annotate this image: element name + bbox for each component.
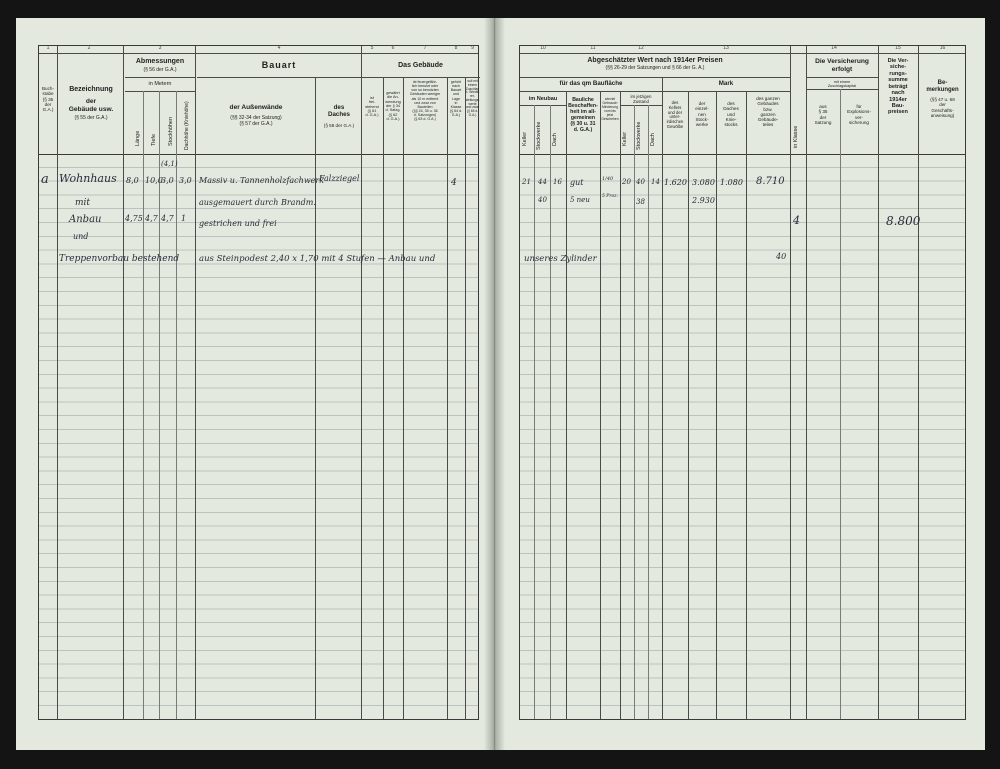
colnum-16: 16 (939, 45, 946, 51)
header-abzug: wieviel Gebrauch Minderung vom bis jetzt Geschehen (601, 97, 619, 121)
entry-bez-3: Anbau (69, 214, 102, 225)
header-keller-jetzt: Keller (622, 131, 628, 146)
colnum-15: 15 (895, 45, 901, 51)
header-dach-jetzt: Dach (650, 133, 656, 146)
colnum-5: 5 (370, 45, 374, 51)
header-abmessungen-ref: (§ 56 der G.A.) (143, 67, 177, 73)
entry-continuation-right: unseres Zylinder (524, 254, 597, 264)
colnum-11: 11 (590, 45, 596, 51)
header-buchstabe: Buch- stabe (§ 35 der G.A.) (41, 86, 54, 113)
left-form-table (38, 45, 479, 720)
header-stockwerke-jetzt: Stockwerke (636, 121, 642, 150)
entry-dach-2: 1 (181, 214, 187, 223)
header-stockhoehen: Stockhöhen (168, 116, 174, 146)
header-in-klasse: in Klasse (793, 125, 799, 148)
header-tiefe: Tiefe (151, 133, 157, 146)
entry-jetzt-dach: 14 (651, 178, 660, 186)
header-bezeichnung: Bezeichnung (69, 86, 113, 93)
entry-neubau-dach: 16 (553, 178, 562, 186)
header-einzelnen-stockwerke: der einzel- nen Stock- werke (695, 101, 709, 128)
header-bemerkungen-ref: (§§ 47 u. 68 der Geschäfts- anweisung) (930, 97, 955, 118)
header-in-metern: in Metern (148, 81, 172, 87)
header-aussenwaende-ref: (§§ 32-34 der Satzung) (§ 57 der G.A.) (230, 115, 282, 127)
header-im-jetzigen: im jetzigen Zustand (630, 94, 652, 105)
entry-laenge-2: 4,75 (125, 214, 143, 223)
entry-abzug-1: 1/40 (602, 176, 614, 182)
header-bezeichnung-sub: der Gebäude usw. (68, 98, 114, 113)
colnum-6: 6 (391, 45, 395, 51)
entry-laenge-1: 8,0 (126, 176, 139, 185)
colnum-3: 3 (158, 45, 162, 51)
entry-stock-2: 4,7 (161, 214, 174, 223)
entry-mark-stock: 3.080 (692, 178, 715, 187)
entry-jetzt-stock: 40 (636, 178, 645, 186)
colnum-4: 4 (277, 45, 281, 51)
entry-tiefe-2: 4,7 (145, 214, 158, 223)
header-col5: ist frei- stehend (§ 61 d. G.A.) (365, 96, 379, 118)
header-explosion: für Explosions- ver- sicherung (847, 104, 871, 125)
colnum-14: 14 (831, 45, 837, 51)
entry-wall-2: ausgemauert durch Brandm. (199, 198, 316, 207)
entry-roof: Falzziegel (319, 174, 360, 183)
header-abmessungen: Abmessungen (135, 58, 185, 65)
header-versicherung: Die Versicherung erfolgt (815, 58, 869, 73)
header-keller-gewoelbe: des Kellers und der unter- irdischen Gewölbe (666, 100, 684, 130)
entry-klasse-right: 4 (793, 214, 800, 227)
colnum-9: 9 (471, 45, 474, 51)
header-abgeschaetzter-ref: (§§ 26-29 der Satzungen und § 66 der G. A.) (605, 65, 705, 71)
header-ganzen: des ganzen Gebäudes bzw. ganzen Gebäude- teiles (756, 96, 780, 128)
entry-bauliche-2: 5 neu (570, 196, 590, 204)
entry-bez-4: und (73, 232, 89, 241)
header-col8: gehört nach Bauart und Lage in Klasse (§ 64 d. G.A.) (449, 80, 463, 117)
entry-klasse: 4 (451, 178, 457, 188)
right-form-table (519, 45, 966, 720)
entry-bauliche-1: gut (570, 178, 584, 187)
header-fuer-qm: für das qm Baufläche (559, 80, 623, 87)
colnum-8: 8 (454, 45, 458, 51)
header-keller-neu: Keller (522, 131, 528, 146)
header-daches: des Daches (327, 104, 350, 119)
entry-row3-marker: 40 (776, 252, 787, 261)
header-col7: ist feuergefähr- lich benutzt oder von so benutzten Gebäuden weniger als 10 m entfernt und zwar von Bauteilen (§§ 24, 35 u. 36 d. Satzungen) (§ 63 d. G.A.) (409, 80, 441, 122)
header-summe: Die Ver- siche- rungs- summe beträgt nach 1914er Bau- preisen (887, 58, 909, 116)
entry-mark-dach: 1.080 (720, 178, 743, 187)
header-aus-35: aus § 35 der Satzung (814, 104, 832, 125)
entry-neubau-stock: 44 (538, 178, 547, 186)
entry-stock-1: 3,0 (161, 176, 174, 185)
colnum-7: 7 (423, 45, 427, 51)
entry-wall-3: gestrichen und frei (199, 219, 277, 228)
entry-neubau-keller: 21 (522, 178, 531, 186)
header-abgeschaetzter: Abgeschätzter Wert nach 1914er Preisen (587, 57, 723, 64)
colnum-1: 1 (46, 45, 50, 51)
colnum-13: 13 (723, 45, 729, 51)
header-daches-ref: (§ 58 der G.A.) (323, 123, 355, 128)
entry-bez-5: Treppenvorbau bestehend (59, 254, 180, 264)
entry-dach-1: 3,0 (179, 176, 192, 185)
entry-wall-1: Massiv u. Tannenholzfachwerk (199, 176, 325, 185)
header-aussenwaende: der Außenwände (229, 104, 283, 111)
entry-mark-ganz: 8.710 (756, 176, 785, 187)
colnum-10: 10 (540, 45, 546, 51)
header-mark: Mark (718, 80, 734, 87)
colnum-12: 12 (638, 45, 644, 51)
header-im-neubau: im Neubau (528, 96, 558, 102)
header-col6: gewährt die An- wendung der § 34 d. Satzg. (§ 62 d. G.A.) (385, 91, 401, 122)
entry-continuation: aus Steinpodest 2,40 x 1,70 mit 4 Stufen — Anbau und (199, 254, 436, 264)
header-dachhoehe: Dachhöhe (Kniehöhe) (184, 101, 190, 150)
entry-versicherungssumme: 8.800 (886, 214, 921, 228)
entry-mark-stock-2: 2.930 (692, 196, 715, 205)
header-zuschlag: mit einem Zuschlagskapital (827, 80, 857, 89)
entry-jetzt-stock-2: 38 (636, 198, 645, 206)
entry-mark-keller: 1.620 (664, 178, 687, 187)
header-bemerkungen: Be- merkungen (926, 80, 959, 93)
book-gutter (484, 18, 505, 750)
entry-neubau-stock-2: 40 (538, 196, 547, 204)
right-header (520, 46, 965, 155)
header-dach-neu: Dach (552, 133, 558, 146)
header-col9: soll mit einem Zuschlag d. Wiede- rer- stellungs- werte und zwar (§ 65 d. G.A.) (465, 79, 480, 118)
entry-buchstabe: a (41, 172, 49, 187)
entry-jetzt-keller: 20 (622, 178, 631, 186)
header-bauart: Bauart (261, 60, 297, 70)
header-stockwerke-neu: Stockwerke (536, 121, 542, 150)
left-header (39, 46, 478, 155)
header-bauliche: Bauliche Beschaffen- heit im all- gemeinen (§ 30 u. 31 d. G.A.) (568, 97, 598, 133)
entry-dim-top: (4,1) (161, 160, 178, 168)
colnum-2: 2 (87, 45, 91, 51)
header-dach-kniestock: des Daches und Knie- stocks (723, 101, 739, 128)
header-das-gebaeude: Das Gebäude (398, 62, 443, 69)
entry-abzug-2: 5 Proz. (602, 194, 618, 199)
entry-tiefe-1: 10,0 (145, 176, 163, 185)
header-laenge: Länge (135, 130, 141, 146)
entry-bez-2: mit (75, 198, 91, 208)
entry-bez-1: Wohnhaus (59, 172, 117, 185)
header-bezeichnung-ref: (§ 55 der G.A.) (74, 115, 108, 121)
